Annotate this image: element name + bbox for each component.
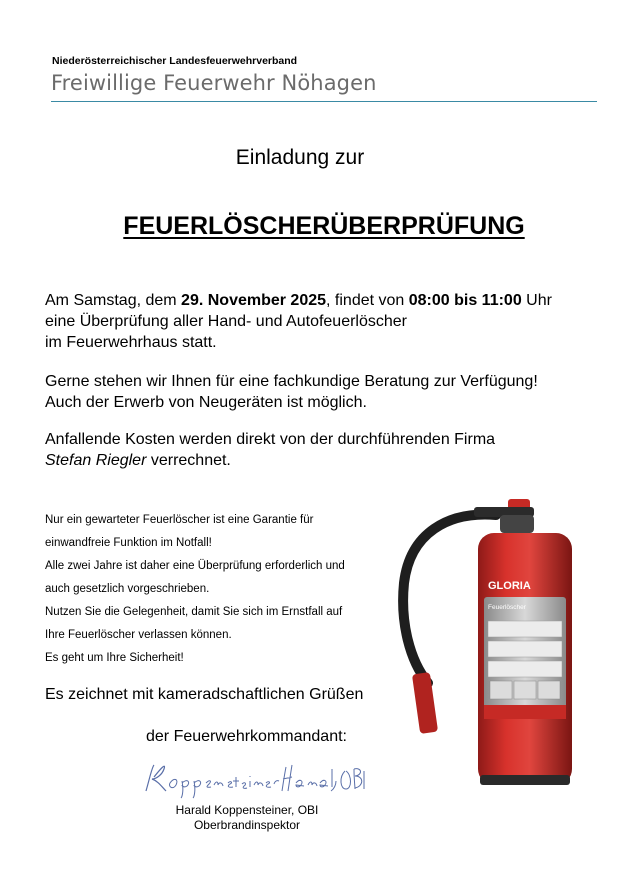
label-title: Feuerlöscher (488, 604, 526, 611)
maintenance-notice (45, 509, 386, 670)
text-segment: Uhr (521, 292, 552, 309)
paragraph-line: Gerne stehen wir Ihnen für eine fachkundige Beratung zur Verfügung! (45, 373, 538, 390)
notice-line: Alle zwei Jahre ist daher eine Überprüfung erforderlich und (45, 560, 345, 572)
fire-extinguisher-image (388, 493, 588, 793)
notice-line: Nur ein gewarteter Feuerlöscher ist eine Garantie für (45, 514, 314, 526)
brand-label: GLORIA (488, 580, 531, 592)
header-divider (51, 101, 597, 102)
organization-name: Niederösterreichischer Landesfeuerwehrverband (52, 55, 298, 67)
paragraph-line: Anfallende Kosten werden direkt von der durchführenden Firma (45, 431, 496, 448)
paragraph-line: im Feuerwehrhaus statt. (45, 334, 217, 351)
invitation-intro: Einladung zur (235, 146, 365, 169)
commander-role: der Feuerwehrkommandant: (146, 728, 347, 745)
company-name: Stefan Riegler (45, 452, 147, 469)
paragraph-consultation (45, 371, 538, 413)
closing-greeting: Es zeichnet mit kameradschaftlichen Grüßen (45, 686, 364, 703)
signer-name: Harald Koppensteiner, OBI (175, 803, 319, 817)
text-segment: verrechnet. (146, 452, 231, 469)
notice-line: Es geht um Ihre Sicherheit! (45, 652, 184, 664)
event-time: 08:00 bis 11:00 (408, 292, 522, 309)
handwritten-signature (140, 755, 370, 800)
text-segment: Am Samstag, dem (45, 292, 182, 309)
paragraph-line: eine Überprüfung aller Hand- und Autofeuerlöscher (45, 313, 408, 330)
fire-brigade-name: Freiwillige Feuerwehr Nöhagen (51, 71, 377, 95)
notice-line: einwandfreie Funktion im Notfall! (45, 537, 212, 549)
event-date: 29. November 2025 (181, 292, 327, 309)
signature-text: Koppensteiner Harald, OBI (140, 755, 152, 756)
notice-line: Ihre Feuerlöscher verlassen können. (45, 629, 232, 641)
paragraph-line (45, 290, 552, 311)
signer-rank: Oberbrandinspektor (193, 818, 301, 832)
paragraph-line: Auch der Erwerb von Neugeräten ist möglich. (45, 394, 367, 411)
paragraph-date-time (45, 290, 552, 353)
notice-line: Nutzen Sie die Gelegenheit, damit Sie sich im Ernstfall auf (45, 606, 343, 618)
invitation-title: FEUERLÖSCHERÜBERPRÜFUNG (123, 212, 525, 240)
text-segment: , findet von (326, 292, 409, 309)
hose-nozzle (412, 672, 438, 734)
paragraph-line (45, 450, 495, 471)
signer-block (147, 803, 347, 833)
notice-line: auch gesetzlich vorgeschrieben. (45, 583, 210, 595)
paragraph-costs (45, 429, 495, 471)
